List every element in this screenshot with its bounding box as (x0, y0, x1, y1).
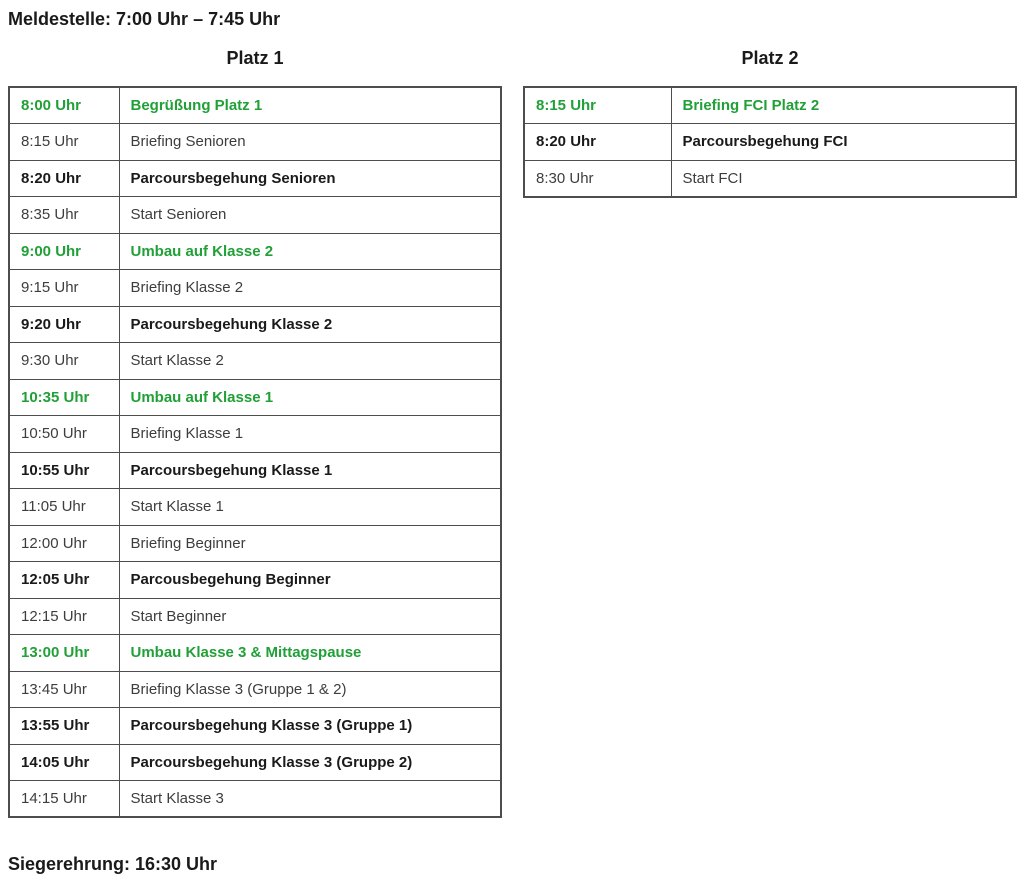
registration-hours-heading: Meldestelle: 7:00 Uhr – 7:45 Uhr (8, 9, 281, 29)
time-cell: 10:35 Uhr (9, 379, 119, 416)
event-cell: Parcoursbegehung Senioren (119, 160, 501, 197)
schedule-row (9, 160, 501, 197)
schedule-row (9, 233, 501, 270)
schedule-row (524, 124, 1016, 161)
schedule-row (9, 343, 501, 380)
event-cell: Parcoursbegehung Klasse 2 (119, 306, 501, 343)
schedule-row (9, 562, 501, 599)
event-cell: Briefing Klasse 2 (119, 270, 501, 307)
time-cell: 8:20 Uhr (524, 124, 671, 161)
event-cell: Briefing Klasse 1 (119, 416, 501, 453)
event-cell: Parcoursbegehung FCI (671, 124, 1016, 161)
schedule-row (9, 671, 501, 708)
event-cell: Begrüßung Platz 1 (119, 87, 501, 124)
schedule-row (9, 744, 501, 781)
platz2-column (523, 48, 1017, 198)
event-cell: Start Klasse 1 (119, 489, 501, 526)
time-cell: 14:15 Uhr (9, 781, 119, 818)
time-cell: 8:20 Uhr (9, 160, 119, 197)
event-cell: Parcoursbegehung Klasse 1 (119, 452, 501, 489)
time-cell: 13:00 Uhr (9, 635, 119, 672)
time-cell: 11:05 Uhr (9, 489, 119, 526)
schedule-row (9, 708, 501, 745)
time-cell: 12:00 Uhr (9, 525, 119, 562)
schedule-row (9, 598, 501, 635)
schedule-row (524, 160, 1016, 197)
schedule-row (524, 87, 1016, 124)
event-cell: Briefing Beginner (119, 525, 501, 562)
schedule-row (9, 416, 501, 453)
time-cell: 9:20 Uhr (9, 306, 119, 343)
time-cell: 8:35 Uhr (9, 197, 119, 234)
event-cell: Start Klasse 2 (119, 343, 501, 380)
schedule-row (9, 525, 501, 562)
schedule-row (9, 124, 501, 161)
event-cell: Umbau auf Klasse 1 (119, 379, 501, 416)
time-cell: 10:50 Uhr (9, 416, 119, 453)
event-cell: Start Beginner (119, 598, 501, 635)
event-cell: Start Senioren (119, 197, 501, 234)
schedule-row (9, 306, 501, 343)
time-cell: 13:55 Uhr (9, 708, 119, 745)
time-cell: 9:30 Uhr (9, 343, 119, 380)
event-cell: Start Klasse 3 (119, 781, 501, 818)
schedule-row (9, 781, 501, 818)
time-cell: 8:00 Uhr (9, 87, 119, 124)
schedule-row (9, 197, 501, 234)
platz1-title: Platz 1 (226, 48, 284, 68)
time-cell: 12:15 Uhr (9, 598, 119, 635)
time-cell: 14:05 Uhr (9, 744, 119, 781)
platz2-schedule-table (523, 86, 1017, 198)
platz1-column (8, 48, 502, 818)
event-cell: Briefing Senioren (119, 124, 501, 161)
award-ceremony-heading: Siegerehrung: 16:30 Uhr (8, 854, 218, 874)
time-cell: 13:45 Uhr (9, 671, 119, 708)
platz1-schedule-table (8, 86, 502, 818)
platz1-schedule-body (9, 87, 501, 817)
event-cell: Umbau auf Klasse 2 (119, 233, 501, 270)
schedule-row (9, 270, 501, 307)
time-cell: 9:15 Uhr (9, 270, 119, 307)
schedule-row (9, 87, 501, 124)
schedule-row (9, 452, 501, 489)
event-cell: Parcousbegehung Beginner (119, 562, 501, 599)
event-cell: Umbau Klasse 3 & Mittagspause (119, 635, 501, 672)
event-cell: Parcoursbegehung Klasse 3 (Gruppe 2) (119, 744, 501, 781)
schedule-row (9, 635, 501, 672)
time-cell: 8:15 Uhr (9, 124, 119, 161)
event-cell: Parcoursbegehung Klasse 3 (Gruppe 1) (119, 708, 501, 745)
schedule-row (9, 489, 501, 526)
time-cell: 8:15 Uhr (524, 87, 671, 124)
time-cell: 9:00 Uhr (9, 233, 119, 270)
event-cell: Start FCI (671, 160, 1016, 197)
time-cell: 8:30 Uhr (524, 160, 671, 197)
event-cell: Briefing FCI Platz 2 (671, 87, 1016, 124)
event-cell: Briefing Klasse 3 (Gruppe 1 & 2) (119, 671, 501, 708)
platz2-schedule-body (524, 87, 1016, 197)
time-cell: 10:55 Uhr (9, 452, 119, 489)
time-cell: 12:05 Uhr (9, 562, 119, 599)
schedule-row (9, 379, 501, 416)
platz2-title: Platz 2 (741, 48, 799, 68)
